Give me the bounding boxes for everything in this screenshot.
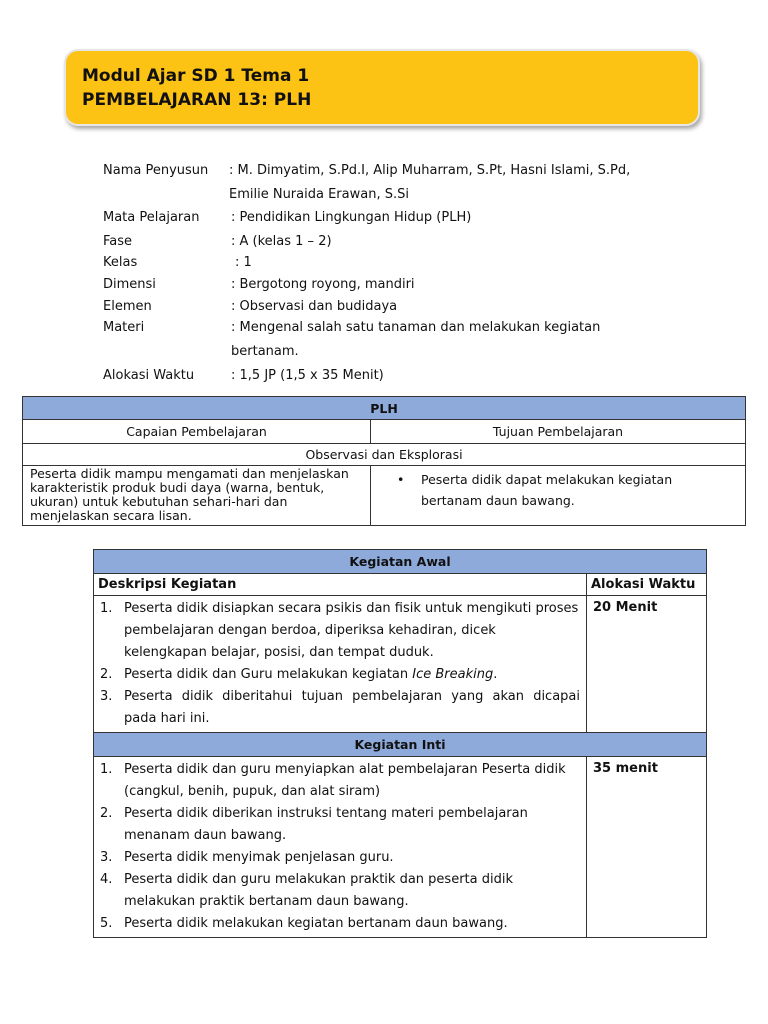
item-number: 2. (100, 806, 113, 821)
item-number: 2. (100, 667, 113, 682)
list-item (100, 598, 580, 664)
item-text: Peserta didik diberikan instruksi tentang materi pembelajaran menanam daun bawang. (124, 806, 528, 843)
inti-time: 35 menit (587, 757, 707, 938)
info-value-materi: : Mengenal salah satu tanaman dan melakukan kegiatan (231, 320, 601, 335)
item-text: Peserta didik menyimak penjelasan guru. (124, 850, 394, 865)
info-value-mapel: : Pendidikan Lingkungan Hidup (PLH) (231, 210, 472, 225)
info-label-materi: Materi (103, 320, 145, 335)
item-text: Peserta didik dan guru melakukan praktik dan peserta didik melakukan praktik bertanam daun bawang. (124, 872, 513, 909)
item-text-end: . (493, 667, 498, 682)
lesson-title: PEMBELAJARAN 13: PLH (82, 90, 312, 110)
list-item (100, 686, 580, 730)
info-value-alokasi: : 1,5 JP (1,5 x 35 Menit) (231, 368, 384, 383)
kegiatan-table (93, 549, 707, 938)
info-value-penyusun-cont: Emilie Nuraida Erawan, S.Si (229, 187, 409, 202)
info-value-kelas: : 1 (235, 255, 252, 270)
deskripsi-header: Deskripsi Kegiatan (94, 574, 587, 596)
list-item (100, 913, 580, 935)
info-label-elemen: Elemen (103, 299, 152, 314)
title-banner (64, 49, 700, 126)
module-title: Modul Ajar SD 1 Tema 1 (82, 66, 310, 86)
item-number: 4. (100, 872, 113, 887)
tujuan-text: Peserta didik dapat melakukan kegiatan bertanam daun bawang. (421, 472, 673, 508)
item-text: Peserta didik disiapkan secara psikis dan fisik untuk mengikuti proses pembelajaran dengan berdoa, diperiksa kehadiran, dicek kelengkapan belajar, posisi, dan tempat duduk. (124, 601, 579, 660)
item-number: 1. (100, 601, 113, 616)
section-observasi: Observasi dan Eksplorasi (23, 444, 746, 466)
list-item (100, 664, 580, 686)
item-number: 1. (100, 762, 113, 777)
item-text: Peserta didik dan Guru melakukan kegiatan (124, 667, 413, 682)
info-label-kelas: Kelas (103, 255, 138, 270)
item-number: 5. (100, 916, 113, 931)
plh-header: PLH (23, 397, 746, 420)
alokasi-header: Alokasi Waktu (587, 574, 707, 596)
capaian-header: Capaian Pembelajaran (23, 420, 371, 444)
inti-description (94, 757, 587, 938)
info-value-dimensi: : Bergotong royong, mandiri (231, 277, 415, 292)
info-label-alokasi: Alokasi Waktu (103, 368, 195, 383)
item-text-emphasis: Ice Breaking (412, 667, 494, 682)
capaian-text: Peserta didik mampu mengamati dan menjelaskan karakteristik produk budi daya (warna, bentuk, ukuran) untuk kebutuhan sehari-hari dan menjelaskan secara lisan. (23, 466, 371, 526)
awal-description (94, 596, 587, 733)
list-item (100, 759, 580, 803)
list-item (100, 869, 580, 913)
tujuan-header: Tujuan Pembelajaran (371, 420, 746, 444)
kegiatan-awal-header: Kegiatan Awal (94, 550, 707, 574)
kegiatan-inti-header: Kegiatan Inti (94, 733, 707, 757)
item-text: Peserta didik dan guru menyiapkan alat pembelajaran Peserta didik (cangkul, benih, pupuk, dan alat siram) (124, 762, 566, 799)
awal-time: 20 Menit (587, 596, 707, 733)
info-value-materi-cont: bertanam. (231, 344, 299, 359)
info-label-fase: Fase (103, 234, 133, 249)
awal-list (100, 598, 580, 730)
item-number: 3. (100, 689, 113, 704)
tujuan-cell (371, 466, 746, 526)
info-label-penyusun: Nama Penyusun (103, 163, 209, 178)
list-item (100, 847, 580, 869)
inti-list (100, 759, 580, 935)
info-label-mapel: Mata Pelajaran (103, 210, 200, 225)
item-number: 3. (100, 850, 113, 865)
tujuan-list (397, 469, 735, 511)
list-item (100, 803, 580, 847)
info-value-penyusun: : M. Dimyatim, S.Pd.I, Alip Muharram, S.Pt, Hasni Islami, S.Pd, (229, 163, 631, 178)
plh-table (22, 396, 746, 526)
item-text: Peserta didik melakukan kegiatan bertanam daun bawang. (124, 916, 508, 931)
bullet-icon: • (397, 472, 405, 487)
info-value-elemen: : Observasi dan budidaya (231, 299, 398, 314)
info-value-fase: : A (kelas 1 – 2) (231, 234, 332, 249)
info-label-dimensi: Dimensi (103, 277, 156, 292)
list-item (397, 469, 735, 511)
item-text: Peserta didik diberitahui tujuan pembelajaran yang akan dicapai pada hari ini. (124, 689, 580, 726)
